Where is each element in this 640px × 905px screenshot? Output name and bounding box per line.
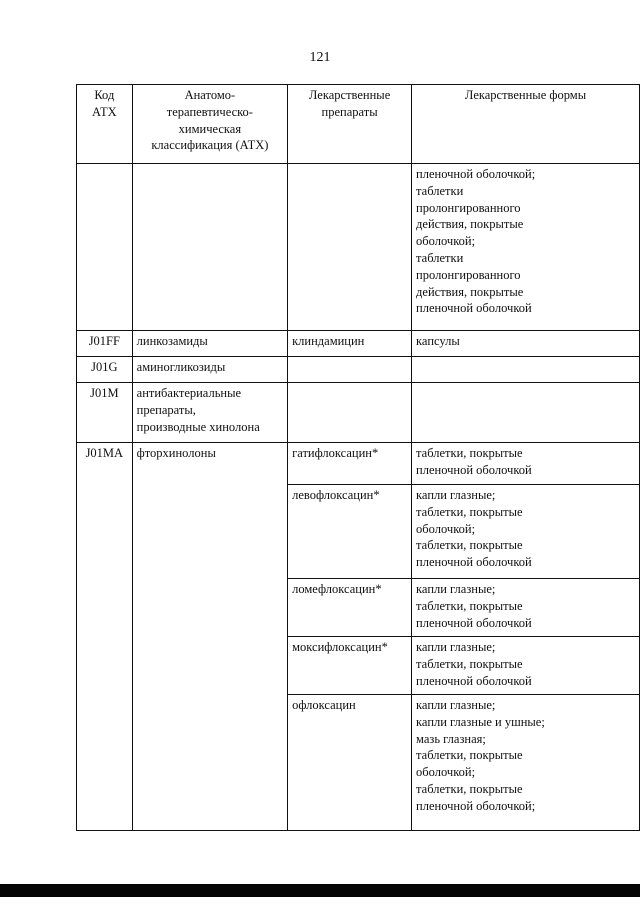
header-classification: Анатомо- терапевтическо- химическая классификация (АТХ) (132, 85, 287, 164)
cell-forms: таблетки, покрытые пленочной оболочкой (412, 443, 640, 485)
cell-code: J01FF (77, 331, 133, 357)
cell-forms-continuation: пленочной оболочкой; таблетки пролонгированного действия, покрытые оболочкой; таблетки пролонгированного действия, покрытые пленочной оболочкой (412, 164, 640, 331)
table-row-j01g (77, 357, 640, 383)
cell-forms: капли глазные; капли глазные и ушные; мазь глазная; таблетки, покрытые оболочкой; таблетки, покрытые пленочной оболочкой; (412, 695, 640, 831)
cell-classification: антибактериальные препараты, производные хинолона (132, 383, 287, 443)
atx-table (76, 84, 640, 831)
cell-empty (132, 164, 287, 331)
table-row-continuation (77, 164, 640, 331)
cell-empty (288, 164, 412, 331)
table-row-j01m (77, 383, 640, 443)
cell-forms: капли глазные; таблетки, покрытые пленочной оболочкой (412, 637, 640, 695)
cell-drug: офлоксацин (288, 695, 412, 831)
cell-code: J01M (77, 383, 133, 443)
table-row-j01ff (77, 331, 640, 357)
cell-code: J01G (77, 357, 133, 383)
cell-empty (412, 383, 640, 443)
cell-drug: левофлоксацин* (288, 485, 412, 579)
header-drugs: Лекарственные препараты (288, 85, 412, 164)
cell-classification: фторхинолоны (132, 443, 287, 831)
cell-forms: капсулы (412, 331, 640, 357)
page-number: 121 (309, 50, 331, 65)
cell-classification: аминогликозиды (132, 357, 287, 383)
cell-forms: капли глазные; таблетки, покрытые оболочкой; таблетки, покрытые пленочной оболочкой (412, 485, 640, 579)
header-forms: Лекарственные формы (412, 85, 640, 164)
header-code: Код АТХ (77, 85, 133, 164)
cell-empty (288, 357, 412, 383)
cell-empty (77, 164, 133, 331)
cell-drug: ломефлоксацин* (288, 579, 412, 637)
table-row-j01ma-gatifloxacin (77, 443, 640, 485)
cell-empty (412, 357, 640, 383)
cell-empty (288, 383, 412, 443)
cell-code: J01MA (77, 443, 133, 831)
scan-edge-bar (0, 884, 640, 897)
cell-drug: моксифлоксацин* (288, 637, 412, 695)
cell-drug: гатифлоксацин* (288, 443, 412, 485)
cell-classification: линкозамиды (132, 331, 287, 357)
cell-drug: клиндамицин (288, 331, 412, 357)
table-header-row (77, 85, 640, 164)
cell-forms: капли глазные; таблетки, покрытые пленочной оболочкой (412, 579, 640, 637)
